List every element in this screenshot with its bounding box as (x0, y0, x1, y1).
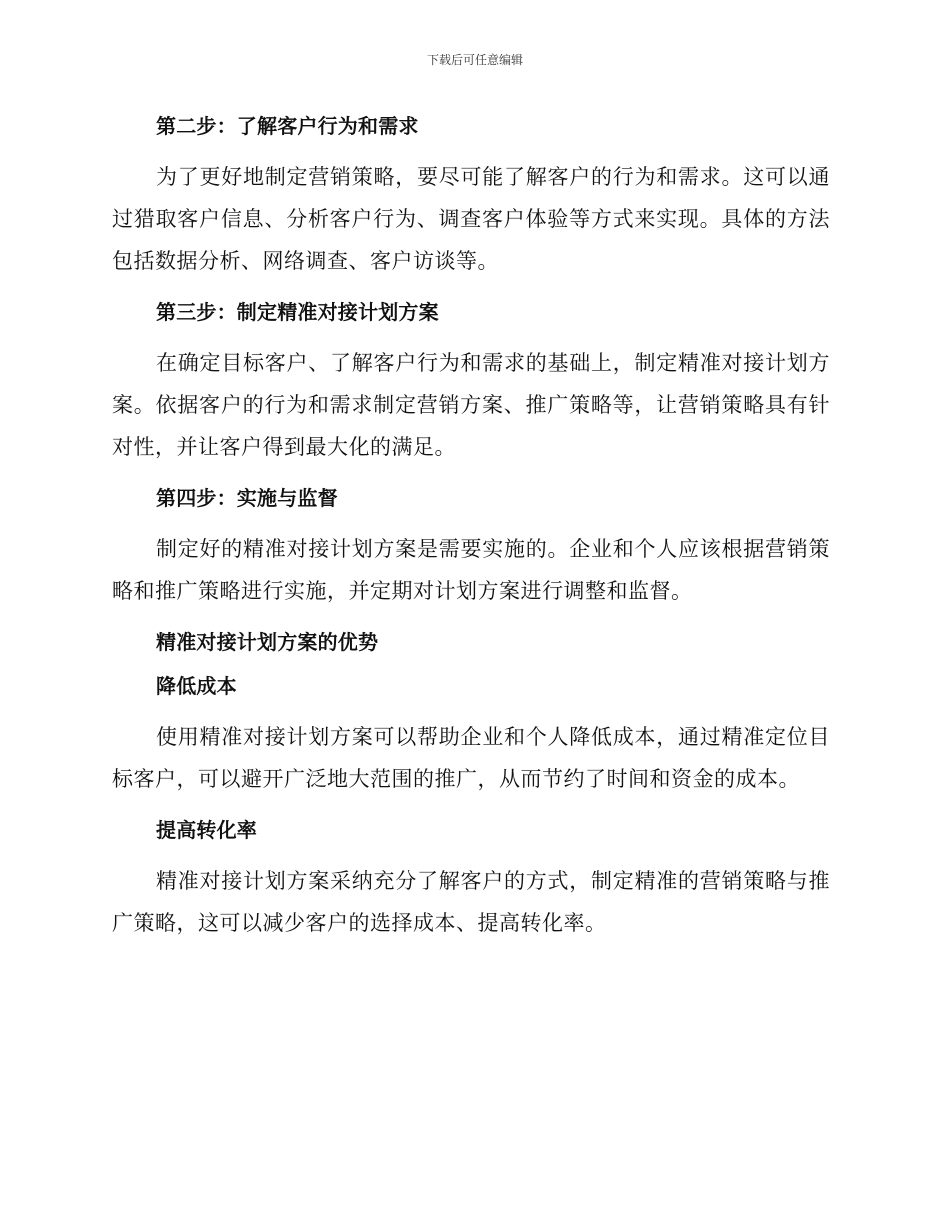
section-heading-conversion-rate: 提高转化率 (156, 818, 257, 842)
section-heading-reduce-cost: 降低成本 (156, 674, 237, 698)
section-heading-step-three: 第三步：制定精准对接计划方案 (156, 300, 439, 324)
section-heading-step-two: 第二步：了解客户行为和需求 (156, 114, 419, 138)
paragraph-step-four: 制定好的精准对接计划方案是需要实施的。企业和个人应该根据营销策略和推广策略进行实施，并定期对计划方案进行调整和监督。 (112, 537, 830, 603)
paragraph-step-three: 在确定目标客户、了解客户行为和需求的基础上，制定精准对接计划方案。依据客户的行为和需求制定营销方案、推广策略等，让营销策略具有针对性，并让客户得到最大化的满足。 (112, 351, 830, 459)
section-heading-advantages: 精准对接计划方案的优势 (156, 630, 379, 654)
paragraph-reduce-cost: 使用精准对接计划方案可以帮助企业和个人降低成本，通过精准定位目标客户，可以避开广泛地大范围的推广，从而节约了时间和资金的成本。 (112, 725, 830, 791)
paragraph-step-two: 为了更好地制定营销策略，要尽可能了解客户的行为和需求。这可以通过猎取客户信息、分析客户行为、调查客户体验等方式来实现。具体的方法包括数据分析、网络调查、客户访谈等。 (112, 165, 830, 273)
section-heading-step-four: 第四步：实施与监督 (156, 486, 338, 510)
document-body (112, 104, 830, 952)
page-header: 下载后可任意编辑 (426, 53, 523, 67)
paragraph-conversion-rate: 精准对接计划方案采纳充分了解客户的方式，制定精准的营销策略与推广策略，这可以减少客户的选择成本、提高转化率。 (112, 869, 830, 935)
